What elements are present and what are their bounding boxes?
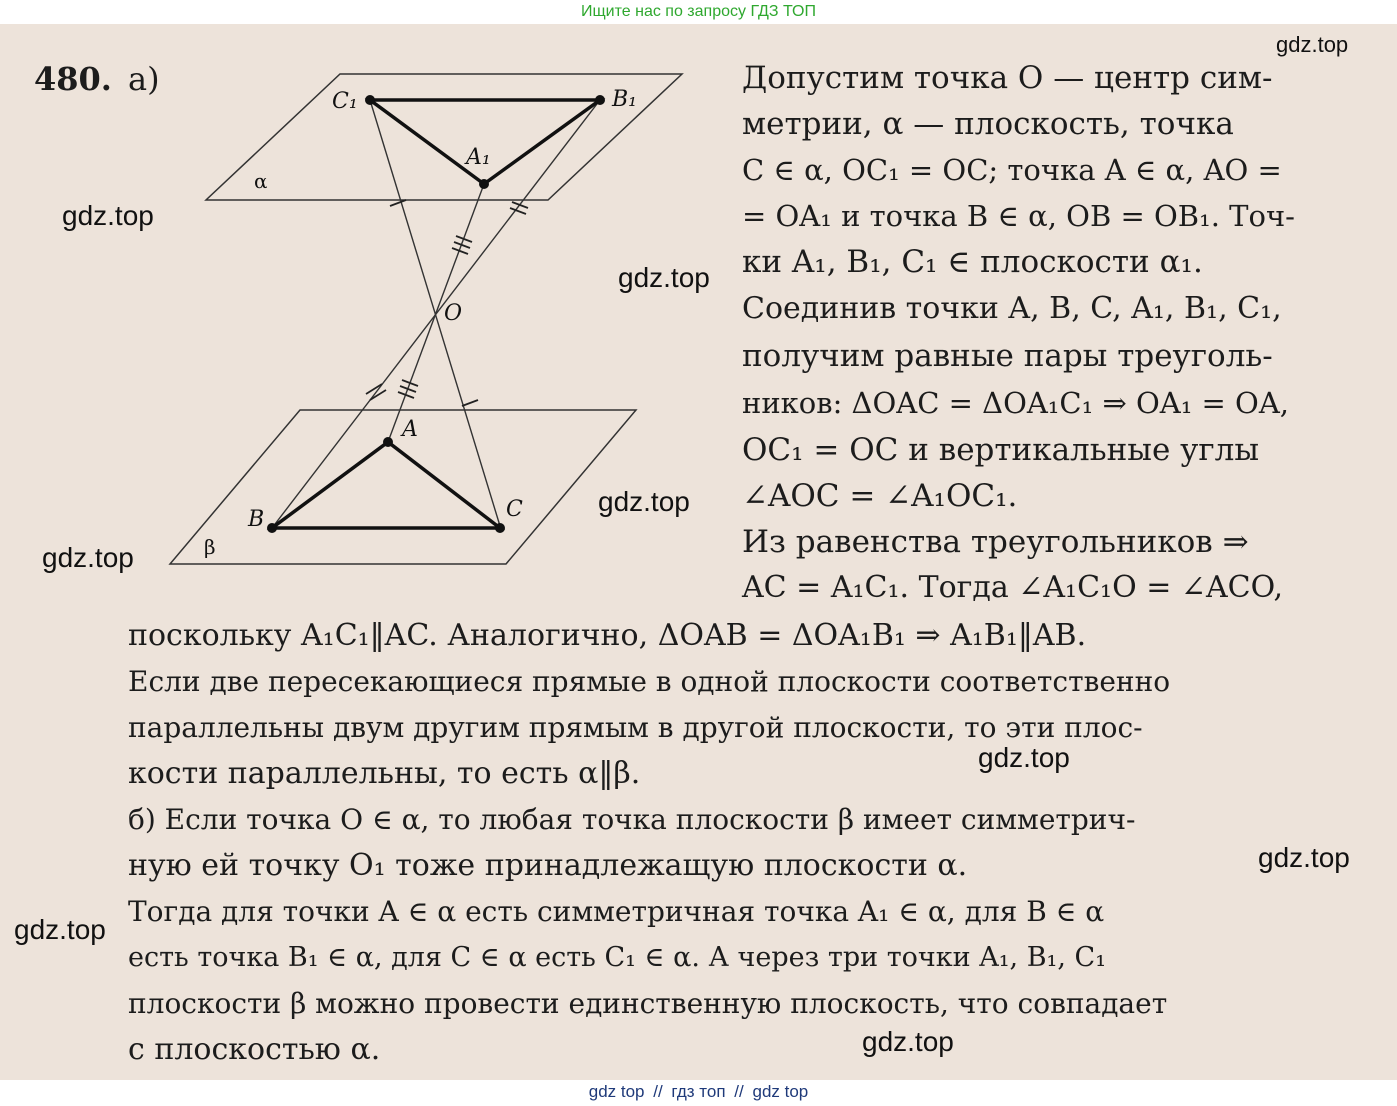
text-line-3: C ∈ α, OC₁ = OC; точка A ∈ α, AO = (742, 153, 1282, 187)
text-line-9: OC₁ = OC и вертикальные углы (742, 432, 1260, 468)
label-c: C (506, 497, 523, 522)
triangle-abc (272, 442, 500, 528)
label-b: B (248, 507, 265, 532)
plane-alpha (206, 74, 682, 200)
text-line-22: с плоскостью α. (128, 1032, 381, 1067)
bottom-bar (0, 1080, 1397, 1106)
label-alpha: α (254, 169, 268, 193)
problem-number: 480. (34, 60, 112, 98)
watermark: gdz.top (618, 262, 710, 293)
bottom-separator: // (734, 1082, 744, 1101)
watermark: gdz.top (14, 914, 106, 945)
top-banner[interactable]: Ищите нас по запросу ГДЗ ТОП (581, 3, 816, 20)
watermark: gdz.top (1258, 842, 1350, 873)
bottom-link-gdz-top-ru[interactable]: гдз топ (671, 1082, 726, 1101)
label-a1: A₁ (466, 145, 491, 170)
text-line-5: ки A₁, B₁, C₁ ∈ плоскости α₁. (742, 244, 1203, 280)
watermark: gdz.top (42, 542, 134, 573)
text-line-2: метрии, α — плоскость, точка (742, 106, 1234, 142)
text-line-19: Тогда для точки A ∈ α есть симметричная точка A₁ ∈ α, для B ∈ α (128, 895, 1105, 928)
text-line-20: есть точка B₁ ∈ α, для C ∈ α есть C₁ ∈ α. А через три точки A₁, B₁, C₁ (128, 942, 1107, 973)
bottom-separator: // (653, 1082, 663, 1101)
bottom-link-gdz-top-2[interactable]: gdz top (752, 1082, 809, 1101)
text-line-8: ников: ΔOAC = ΔOA₁C₁ ⇒ OA₁ = OA, (742, 386, 1289, 420)
label-b1: B₁ (612, 87, 637, 112)
part-a-label: а) (128, 60, 160, 98)
text-line-12: AC = A₁C₁. Тогда ∠A₁C₁O = ∠ACO, (742, 570, 1283, 605)
text-line-6: Соединив точки A, B, C, A₁, B₁, C₁, (742, 291, 1282, 326)
watermark: gdz.top (1276, 32, 1349, 57)
watermark: gdz.top (978, 742, 1070, 773)
bottom-link-gdz-top[interactable]: gdz top (588, 1082, 645, 1101)
label-o: O (444, 301, 463, 326)
text-line-13: поскольку A₁C₁‖AC. Аналогично, ΔOAB = ΔOA₁B₁ ⇒ A₁B₁‖AB. (128, 618, 1087, 653)
text-line-17: б) Если точка O ∈ α, то любая точка плоскости β имеет симметрич- (128, 803, 1136, 836)
text-line-15: параллельны двум другим прямым в другой плоскости, то эти плос- (128, 711, 1143, 744)
watermark: gdz.top (62, 200, 154, 231)
text-line-11: Из равенства треугольников ⇒ (742, 524, 1249, 560)
text-line-21: плоскости β можно провести единственную плоскость, что совпадает (128, 987, 1168, 1020)
triangle-a1b1c1 (370, 100, 600, 184)
text-line-14: Если две пересекающиеся прямые в одной плоскости соответственно (128, 665, 1171, 698)
text-line-10: ∠AOC = ∠A₁OC₁. (742, 478, 1018, 514)
label-a: A (402, 417, 418, 442)
watermark: gdz.top (862, 1026, 954, 1057)
label-beta: β (204, 535, 216, 559)
label-c1: C₁ (332, 89, 358, 114)
text-line-16: кости параллельны, то есть α‖β. (128, 756, 641, 791)
text-line-4: = OA₁ и точка B ∈ α, OB = OB₁. Точ- (742, 199, 1295, 233)
watermark: gdz.top (598, 486, 690, 517)
text-line-1: Допустим точка O — центр сим- (742, 60, 1273, 96)
text-line-7: получим равные пары треуголь- (742, 338, 1273, 374)
text-line-18: ную ей точку O₁ тоже принадлежащую плоскости α. (128, 848, 968, 883)
